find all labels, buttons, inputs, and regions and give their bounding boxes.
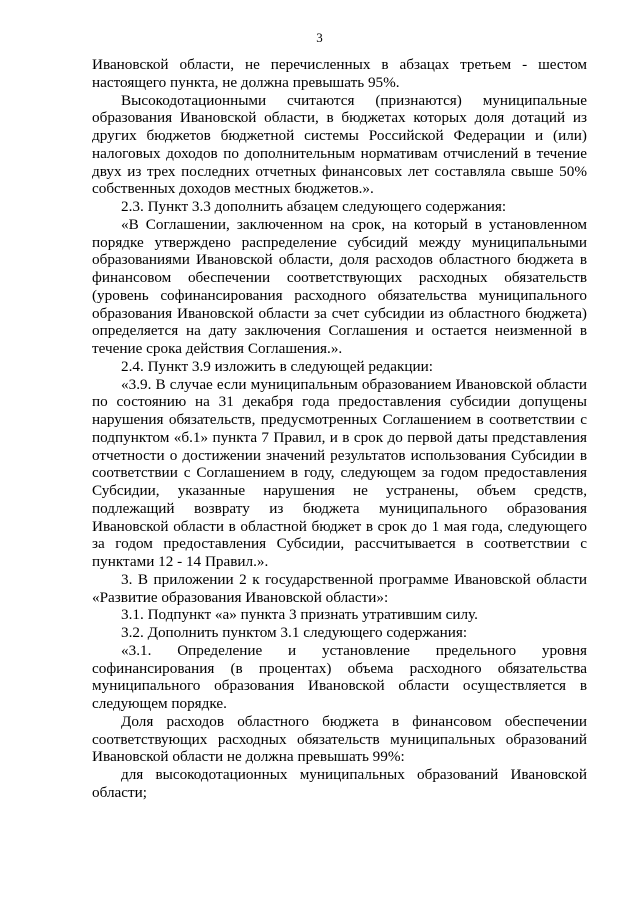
paragraph-item-3-2: 3.2. Дополнить пунктом 3.1 следующего содержания: [121, 624, 468, 641]
paragraph-item-3-1: 3.1. Подпункт «а» пункта 3 признать утратившим силу. [121, 606, 478, 624]
paragraph-continuation: Ивановской области, не перечисленных в абзацах третьем - шестом настоящего пункта, не должна превышать 95%. [92, 56, 587, 91]
paragraph-item-2-3: 2.3. Пункт 3.3 дополнить абзацем следующего содержания: [121, 198, 507, 215]
page-number: 3 [316, 30, 323, 45]
paragraph-high-subsidy-municipalities: для высокодотационных муниципальных образований Ивановской области; [92, 766, 587, 801]
document-body [92, 56, 587, 802]
paragraph-item-3-9: «3.9. В случае если муниципальным образованием Ивановской области по состоянию на 31 декабря года предоставления субсидии допущены нарушения обязательств, предусмотренных Соглашением в соответствии с подпунктом «б.1» пункта 7 Правил, и в срок до первой даты представления отчетности о достижении значений результатов использования Субсидии в соответствии с Соглашением в году, следующем за годом предоставления Субсидии, указанные нарушения не устранены, объем средств, подлежащий возврату из бюджета муниципального образования Ивановской области в областной бюджет в срок до 1 мая года, следующего за годом предоставления Субсидии, рассчитывается в соответствии с пунктами 12 - 14 Правил.». [92, 375, 587, 570]
paragraph-high-subsidy-definition: Высокодотационными считаются (признаются) муниципальные образования Ивановской области, в бюджетах которых доля дотаций из других бюджетов бюджетной системы Российской Федерации и (или) налоговых доходов по дополнительным нормативам отчислений в течение двух из трех последних отчетных финансовых лет составляла свыше 50% собственных доходов местных бюджетов.». [92, 91, 587, 198]
paragraph-agreement-clause: «В Соглашении, заключенном на срок, на который в установленном порядке утверждено распределение субсидий между муниципальными образованиями Ивановской области, доля расходов областного бюджета в финансовом обеспечении соответствующих расходных обязательств (уровень софинансирования расходного обязательства муниципального образования Ивановской области за счет субсидии из областного бюджета) определяется на дату заключения Соглашения и остается неизменной в течение срока действия Соглашения.». [92, 215, 587, 357]
paragraph-cofinancing-procedure: «3.1. Определение и установление предельного уровня софинансирования (в процентах) объема расходного обязательства муниципального образования Ивановской области осуществляется в следующем порядке. [92, 641, 587, 712]
paragraph-budget-share-limit: Доля расходов областного бюджета в финансовом обеспечении соответствующих расходных обязательств муниципальных образований Ивановской области не должна превышать 99%: [92, 712, 587, 766]
paragraph-item-3: 3. В приложении 2 к государственной программе Ивановской области «Развитие образования Ивановской области»: [92, 570, 587, 606]
paragraph-item-2-4: 2.4. Пункт 3.9 изложить в следующей редакции: [121, 357, 434, 375]
